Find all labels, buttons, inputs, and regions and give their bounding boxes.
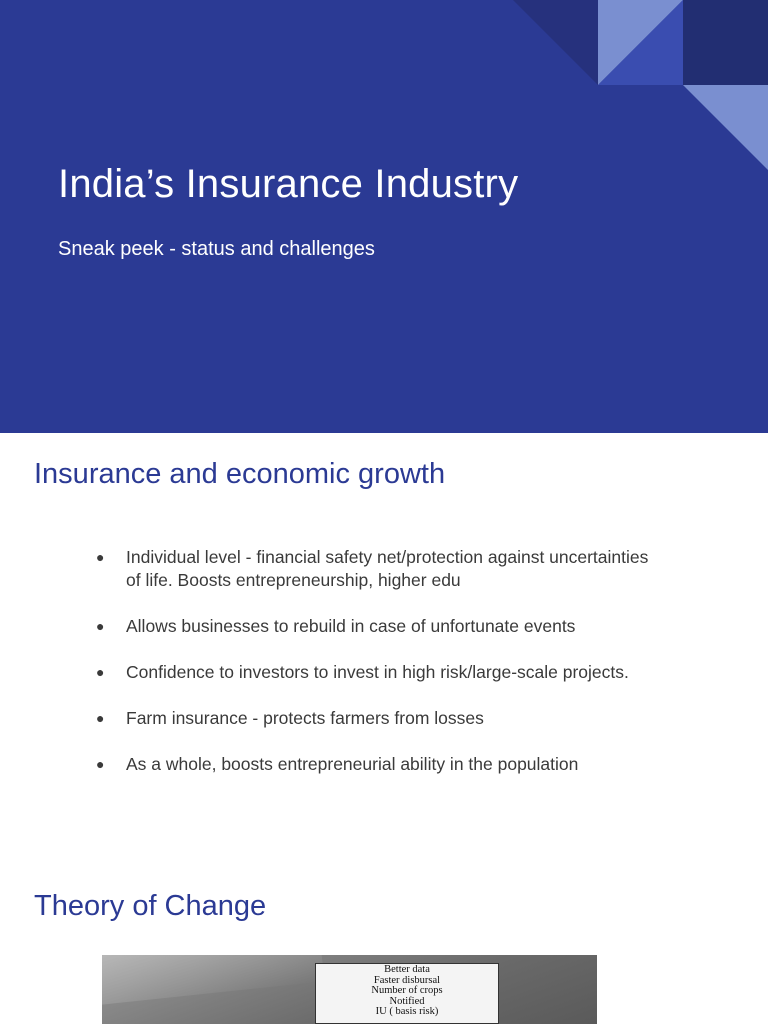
list-item xyxy=(96,753,656,776)
list-item xyxy=(96,707,656,730)
list-item xyxy=(96,661,656,684)
bullet-list xyxy=(96,546,656,799)
figure-box-line: Number of crops xyxy=(371,985,443,996)
theory-of-change-figure xyxy=(102,955,597,1024)
list-item-text: Allows businesses to rebuild in case of unfortunate events xyxy=(126,616,576,636)
deco-square-dark xyxy=(683,0,768,85)
page-title: India’s Insurance Industry xyxy=(58,162,519,206)
bullet-icon: ● xyxy=(96,618,105,634)
figure-box-line: Notified xyxy=(389,995,425,1007)
deco-triangle-dark xyxy=(513,0,598,85)
list-item-text: Individual level - financial safety net/protection against uncertainties of life. Boosts entrepreneurship, higher edu xyxy=(126,547,649,590)
bullet-icon: ● xyxy=(96,664,105,680)
figure-text-box xyxy=(315,963,499,1024)
bullet-icon: ● xyxy=(96,710,105,726)
list-item xyxy=(96,615,656,638)
deco-triangle-light-lower xyxy=(683,85,768,170)
section-heading-theory-of-change: Theory of Change xyxy=(34,890,267,922)
page-subtitle: Sneak peek - status and challenges xyxy=(58,238,375,260)
title-slide xyxy=(0,0,768,433)
figure-box-line: IU ( basis risk) xyxy=(375,1006,439,1017)
figure-box-line: Faster disbursal xyxy=(373,974,441,986)
decorative-triangles xyxy=(0,0,768,433)
bullet-icon: ● xyxy=(96,549,105,565)
figure-box-line: Better data xyxy=(384,964,430,975)
list-item xyxy=(96,546,656,592)
figure-sheen xyxy=(102,955,324,1008)
list-item-text: As a whole, boosts entrepreneurial ability in the population xyxy=(126,754,579,774)
bullet-icon: ● xyxy=(96,756,105,772)
section-heading-growth: Insurance and economic growth xyxy=(34,458,446,490)
list-item-text: Farm insurance - protects farmers from losses xyxy=(126,708,484,728)
list-item-text: Confidence to investors to invest in high risk/large-scale projects. xyxy=(126,662,629,682)
content-slide xyxy=(0,433,768,1024)
